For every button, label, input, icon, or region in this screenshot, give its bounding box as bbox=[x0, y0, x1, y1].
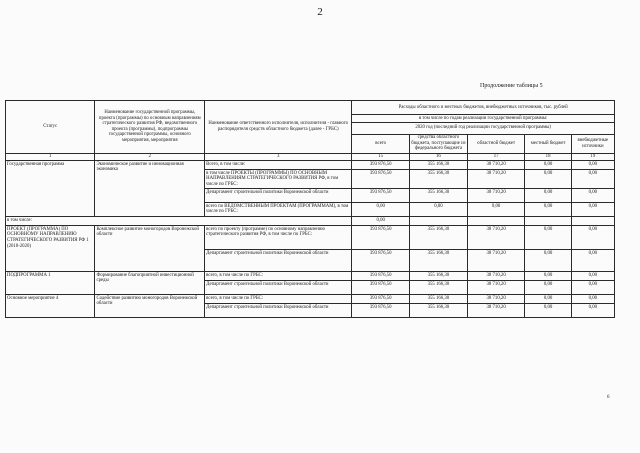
cell-federal: 355 166,30 bbox=[410, 281, 468, 295]
column-number: 2 bbox=[95, 153, 205, 161]
row-executor: в том числе ПРОЕКТЫ (ПРОГРАММЫ) ПО ОСНОВНЫМ НАПРАВЛЕНИЯМ СТРАТЕГИЧЕСКОГО РАЗВИТИЯ РФ, в том числе по ГРБС: bbox=[205, 170, 352, 189]
cell-total: 393 876,50 bbox=[352, 281, 410, 295]
row-incl-label: в том числе: bbox=[6, 217, 352, 226]
cell-extra: 0,00 bbox=[571, 281, 614, 295]
header-program-name: Наименование государственной программы, проекта (программы) по основным направлениям стратегического развития РФ, ведомственного проекта (программы), подпрограммы государственной программы, основного мероприятия, мероприятия bbox=[95, 101, 205, 154]
table-row bbox=[6, 295, 615, 304]
cell-total: 393 876,50 bbox=[352, 272, 410, 281]
cell-total: 0,00 bbox=[352, 203, 410, 217]
empty-cell bbox=[410, 217, 468, 226]
cell-local: 0,00 bbox=[525, 161, 571, 170]
cell-total: 393 876,50 bbox=[352, 304, 410, 318]
row-executor: всего по проекту (программе) по основному направлению стратегического развития РФ, в том числе по ГРБС: bbox=[205, 226, 352, 250]
column-number: 17 bbox=[467, 153, 525, 161]
row-executor: Департамент строительной политики Воронежской области bbox=[205, 304, 352, 318]
row-status: ПРОЕКТ (ПРОГРАММА) ПО ОСНОВНОМУ НАПРАВЛЕНИЮ СТРАТЕГИЧЕСКОГО РАЗВИТИЯ РФ 1 (2018-2020) bbox=[6, 226, 95, 272]
table-row bbox=[6, 161, 615, 170]
cell-local: 0,00 bbox=[525, 272, 571, 281]
row-executor: всего, в том числе по ГРБС: bbox=[205, 295, 352, 304]
corner-mark: 6 bbox=[607, 395, 610, 400]
header-total: всего bbox=[352, 134, 410, 153]
column-number: 15 bbox=[352, 153, 410, 161]
cell-regional: 38 710,20 bbox=[467, 161, 525, 170]
cell-local: 0,00 bbox=[525, 281, 571, 295]
cell-extra: 0,00 bbox=[571, 170, 614, 189]
header-regional: областной бюджет bbox=[467, 134, 525, 153]
cell-local: 0,00 bbox=[525, 295, 571, 304]
row-executor: всего по ВЕДОМСТВЕННЫМ ПРОЕКТАМ (ПРОГРАММАМ), в том числе по ГРБС: bbox=[205, 203, 352, 217]
cell-federal: 355 166,30 bbox=[410, 304, 468, 318]
cell-regional: 38 710,20 bbox=[467, 189, 525, 203]
cell-federal: 355 166,30 bbox=[410, 170, 468, 189]
cell-regional: 38 710,20 bbox=[467, 304, 525, 318]
cell-federal: 355 166,30 bbox=[410, 189, 468, 203]
cell-regional: 38 710,20 bbox=[467, 250, 525, 272]
row-program-name: Формирование благоприятной инвестиционной среды bbox=[95, 272, 205, 295]
empty-cell bbox=[571, 217, 614, 226]
page-number: 2 bbox=[317, 6, 323, 18]
cell-local: 0,00 bbox=[525, 203, 571, 217]
header-extra: внебюджетные источники bbox=[571, 134, 614, 153]
column-number: 16 bbox=[410, 153, 468, 161]
cell-extra: 0,00 bbox=[571, 272, 614, 281]
cell-regional: 38 710,20 bbox=[467, 170, 525, 189]
cell-federal: 355 166,30 bbox=[410, 272, 468, 281]
header-expenses: Расходы областного и местных бюджетов, внебюджетных источников, тыс. рублей bbox=[352, 101, 615, 115]
cell-total: 0,00 bbox=[352, 217, 410, 226]
table-row bbox=[6, 226, 615, 250]
row-program-name: Комплексное развитие моногородов Воронежской области bbox=[95, 226, 205, 272]
row-executor: Департамент строительной политики Воронежской области bbox=[205, 250, 352, 272]
row-status: Основное мероприятие 4 bbox=[6, 295, 95, 318]
header-year: 2020 год (последний год реализации государственной программы) bbox=[352, 122, 615, 134]
cell-federal: 355 166,30 bbox=[410, 161, 468, 170]
cell-local: 0,00 bbox=[525, 189, 571, 203]
cell-extra: 0,00 bbox=[571, 250, 614, 272]
column-number: 3 bbox=[205, 153, 352, 161]
cell-extra: 0,00 bbox=[571, 295, 614, 304]
row-executor: Департамент строительной политики Воронежской области bbox=[205, 189, 352, 203]
cell-extra: 0,00 bbox=[571, 203, 614, 217]
cell-regional: 0,00 bbox=[467, 203, 525, 217]
header-local: местный бюджет bbox=[525, 134, 571, 153]
table-row bbox=[6, 217, 615, 226]
cell-federal: 0,00 bbox=[410, 203, 468, 217]
cell-federal: 355 166,30 bbox=[410, 295, 468, 304]
cell-local: 0,00 bbox=[525, 304, 571, 318]
cell-federal: 355 166,30 bbox=[410, 226, 468, 250]
empty-cell bbox=[525, 217, 571, 226]
header-status: Статус bbox=[6, 101, 95, 154]
cell-local: 0,00 bbox=[525, 226, 571, 250]
cell-federal: 355 166,30 bbox=[410, 250, 468, 272]
row-status: Государственная программа bbox=[6, 161, 95, 217]
cell-regional: 38 710,20 bbox=[467, 281, 525, 295]
cell-total: 393 876,50 bbox=[352, 295, 410, 304]
column-number: 18 bbox=[525, 153, 571, 161]
row-program-name: Содействие развитию моногородов Воронежской области bbox=[95, 295, 205, 318]
cell-total: 393 876,50 bbox=[352, 170, 410, 189]
cell-total: 393 876,50 bbox=[352, 189, 410, 203]
cell-extra: 0,00 bbox=[571, 189, 614, 203]
header-federal: средства областного бюджета, поступающие из федерального бюджета bbox=[411, 135, 466, 152]
column-numbers-row bbox=[6, 153, 615, 161]
row-executor: всего, в том числе по ГРБС: bbox=[205, 272, 352, 281]
cell-regional: 38 710,20 bbox=[467, 272, 525, 281]
empty-cell bbox=[467, 217, 525, 226]
cell-extra: 0,00 bbox=[571, 226, 614, 250]
cell-local: 0,00 bbox=[525, 170, 571, 189]
table-continuation-note: Продолжение таблицы 5 bbox=[480, 83, 543, 89]
header-executor: Наименование ответственного исполнителя, исполнителя - главного распорядителя средств областного бюджета (далее - ГРБС) bbox=[205, 101, 352, 154]
row-executor: Департамент строительной политики Воронежской области bbox=[205, 281, 352, 295]
column-number: 19 bbox=[571, 153, 614, 161]
cell-local: 0,00 bbox=[525, 250, 571, 272]
cell-total: 393 876,50 bbox=[352, 161, 410, 170]
row-program-name: Экономическое развитие и инновационная экономика bbox=[95, 161, 205, 217]
table-row bbox=[6, 272, 615, 281]
cell-total: 393 876,50 bbox=[352, 226, 410, 250]
cell-regional: 38 710,20 bbox=[467, 226, 525, 250]
cell-regional: 38 710,20 bbox=[467, 295, 525, 304]
cell-extra: 0,00 bbox=[571, 304, 614, 318]
row-executor: Всего, в том числе: bbox=[205, 161, 352, 170]
cell-total: 393 876,50 bbox=[352, 250, 410, 272]
budget-table bbox=[5, 100, 615, 318]
column-number: 1 bbox=[6, 153, 95, 161]
header-by-years: в том числе по годам реализации государственной программы: bbox=[352, 115, 615, 123]
row-status: ПОДПРОГРАММА 1 bbox=[6, 272, 95, 295]
cell-extra: 0,00 bbox=[571, 161, 614, 170]
